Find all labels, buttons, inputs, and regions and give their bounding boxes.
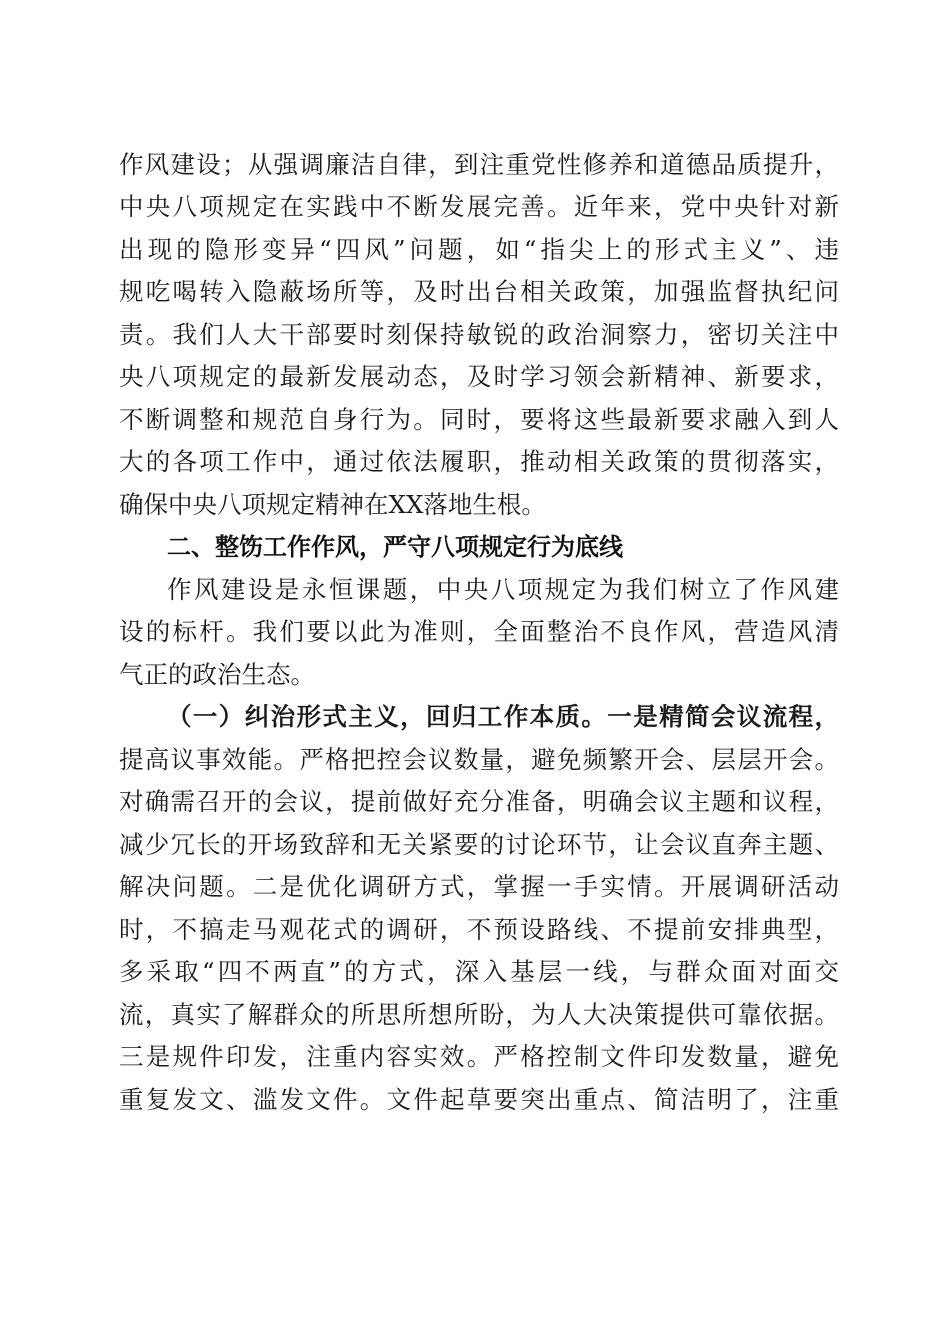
text-line: 出现的隐形变异“四风”问题，如“指尖上的形式主义”、违	[119, 235, 839, 264]
text-line: 对确需召开的会议，提前做好充分准备，明确会议主题和议程，	[119, 787, 839, 816]
section-heading: 二、整饬工作作风，严守八项规定行为底线	[167, 533, 623, 561]
text-line: 确保中央八项规定精神在XX落地生根。	[119, 490, 546, 519]
text-line: 多采取“四不两直”的方式，深入基层一线，与群众面对面交	[119, 957, 839, 986]
text-line: 重复发文、滥发文件。文件起草要突出重点、简洁明了，注重	[119, 1085, 839, 1114]
text-line: 作风建设是永恒课题，中央八项规定为我们树立了作风建	[167, 575, 839, 604]
text-line: 三是规件印发，注重内容实效。严格控制文件印发数量，避免	[119, 1042, 839, 1071]
text-line: 不断调整和规范自身行为。同时，要将这些最新要求融入到人	[119, 405, 839, 434]
text-line: （一）纠治形式主义，回归工作本质。一是精简会议流程，	[167, 702, 839, 731]
text-line: 中央八项规定在实践中不断发展完善。近年来，党中央针对新	[119, 192, 839, 221]
text-line: 作风建设；从强调廉洁自律，到注重党性修养和道德品质提升，	[119, 150, 839, 179]
text-line: 规吃喝转入隐蔽场所等，及时出台相关政策，加强监督执纪问	[119, 277, 839, 306]
text-line: 气正的政治生态。	[119, 660, 315, 689]
text-line: 大的各项工作中，通过依法履职，推动相关政策的贯彻落实，	[119, 447, 839, 476]
text-line: 时，不搞走马观花式的调研，不预设路线、不提前安排典型，	[119, 915, 839, 944]
text-line: 流，真实了解群众的所思所想所盼，为人大决策提供可靠依据。	[119, 1000, 839, 1029]
text-line: 央八项规定的最新发展动态，及时学习领会新精神、新要求，	[119, 362, 839, 391]
text-line: 减少冗长的开场致辞和无关紧要的讨论环节，让会议直奔主题、	[119, 830, 839, 859]
text-line: 提高议事效能。严格把控会议数量，避免频繁开会、层层开会。	[119, 745, 839, 774]
text-line: 解决问题。二是优化调研方式，掌握一手实情。开展调研活动	[119, 872, 839, 901]
text-line: 责。我们人大干部要时刻保持敏锐的政治洞察力，密切关注中	[119, 320, 839, 349]
text-line: 设的标杆。我们要以此为准则，全面整治不良作风，营造风清	[119, 617, 839, 646]
